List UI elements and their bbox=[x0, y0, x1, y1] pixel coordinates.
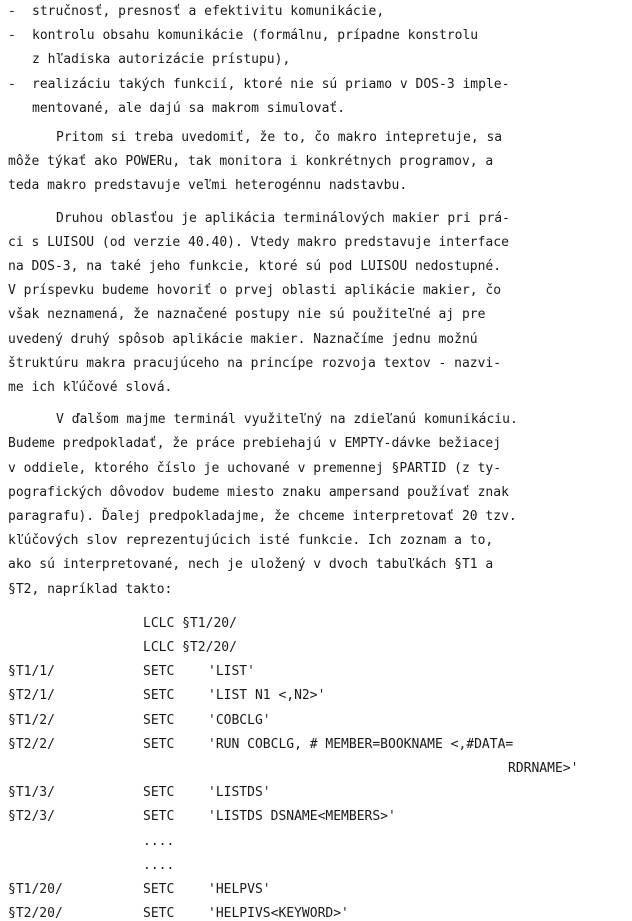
code-op: .... bbox=[143, 857, 175, 873]
code-op: .... bbox=[143, 833, 175, 849]
paragraph-line: kľúčových slov reprezentujúcich isté funkcie. Ich zoznam a to, bbox=[8, 533, 494, 549]
paragraph-line: teda makro predstavuje veľmi heterogénnu nadstavbu. bbox=[8, 178, 408, 194]
code-op: SETC bbox=[143, 712, 175, 728]
code-op: SETC bbox=[143, 906, 175, 921]
paragraph-line: v oddiele, ktorého číslo je uchované v premennej §PARTID (z ty- bbox=[8, 460, 502, 476]
paragraph-line: Budeme predpokladať, že práce prebiehajú v EMPTY-dávke bežiacej bbox=[8, 436, 502, 452]
paragraph-line: me ich kľúčové slová. bbox=[8, 380, 173, 395]
code-label: §T1/20/ bbox=[8, 882, 63, 897]
bullet-line: z hľadiska autorizácie prístupu), bbox=[32, 52, 291, 68]
code-label: §T1/1/ bbox=[8, 664, 55, 680]
paragraph-line: na DOS-3, na také jeho funkcie, ktoré sú pod LUISOU nedostupné. bbox=[8, 259, 502, 274]
code-op: SETC bbox=[143, 785, 175, 801]
paragraph-line: uvedený druhý spôsob aplikácie makier. Naznačíme jednu možnú bbox=[8, 331, 478, 347]
code-label: §T1/3/ bbox=[8, 785, 55, 801]
code-arg: 'HELPVS' bbox=[208, 882, 271, 897]
code-arg: 'COBCLG' bbox=[208, 712, 271, 728]
code-label: §T1/2/ bbox=[8, 712, 55, 728]
bullet-marker: - bbox=[8, 28, 16, 44]
paragraph-line: V ďalšom majme terminál využiteľný na zdieľanú komunikáciu. bbox=[56, 412, 518, 428]
paragraph-line: pografických dôvodov budeme miesto znaku ampersand používať znak bbox=[8, 484, 509, 500]
paragraph-line: ci s LUISOU (od verzie 40.40). Vtedy makro predstavuje interface bbox=[8, 234, 509, 250]
code-op: SETC bbox=[143, 664, 175, 680]
code-arg: 'RUN COBCLG, # MEMBER=BOOKNAME <,#DATA= bbox=[208, 736, 514, 752]
code-arg: 'LISTDS DSNAME<MEMBERS>' bbox=[208, 809, 396, 825]
code-arg: 'LIST N1 <,N2>' bbox=[208, 688, 326, 704]
code-arg: 'HELPIVS<KEYWORD>' bbox=[208, 906, 349, 921]
code-label: §T2/20/ bbox=[8, 906, 63, 921]
paragraph-line: Druhou oblasťou je aplikácia terminálových makier pri prá- bbox=[56, 210, 510, 226]
bullet-line: mentované, ale dajú sa makrom simulovať. bbox=[32, 100, 346, 116]
bullet-line: kontrolu obsahu komunikácie (formálnu, prípadne konstrolu bbox=[32, 28, 479, 44]
code-arg: 'LISTDS' bbox=[208, 785, 271, 801]
paragraph-line: môže týkať ako POWERu, tak monitora i konkrétnych programov, a bbox=[8, 154, 494, 170]
code-op: LCLC §T2/20/ bbox=[143, 640, 237, 655]
code-op: SETC bbox=[143, 688, 175, 704]
paragraph-line: Pritom si treba uvedomiť, že to, čo makro intepretuje, sa bbox=[56, 130, 503, 145]
bullet-line: stručnosť, presnosť a efektivitu komunikácie, bbox=[32, 4, 385, 19]
paragraph-line: V príspevku budeme hovoriť o prvej oblasti aplikácie makier, čo bbox=[8, 283, 502, 299]
paragraph-line: štruktúru makra pracujúceho na princípe rozvoja textov - nazvi- bbox=[8, 355, 502, 371]
code-op: SETC bbox=[143, 736, 175, 752]
code-op: SETC bbox=[143, 809, 175, 825]
code-op: SETC bbox=[143, 882, 175, 897]
paragraph-line: ako sú interpretované, nech je uložený v dvoch tabuľkách §T1 a bbox=[8, 557, 494, 573]
code-arg: RDRNAME>' bbox=[508, 761, 579, 776]
bullet-marker: - bbox=[8, 4, 16, 19]
code-label: §T2/3/ bbox=[8, 809, 55, 825]
bullet-line: realizáciu takých funkcií, ktoré nie sú priamo v DOS-3 imple- bbox=[32, 76, 510, 92]
code-label: §T2/2/ bbox=[8, 736, 55, 752]
paragraph-line: §T2, napríklad takto: bbox=[8, 581, 173, 597]
code-arg: 'LIST' bbox=[208, 664, 255, 680]
code-label: §T2/1/ bbox=[8, 688, 55, 704]
paragraph-line: však neznamená, že naznačené postupy nie sú použiteľné aj pre bbox=[8, 307, 486, 323]
code-op: LCLC §T1/20/ bbox=[143, 615, 237, 631]
paragraph-line: paragrafu). Ďalej predpokladajme, že chceme interpretovať 20 tzv. bbox=[8, 509, 517, 524]
bullet-marker: - bbox=[8, 76, 16, 92]
